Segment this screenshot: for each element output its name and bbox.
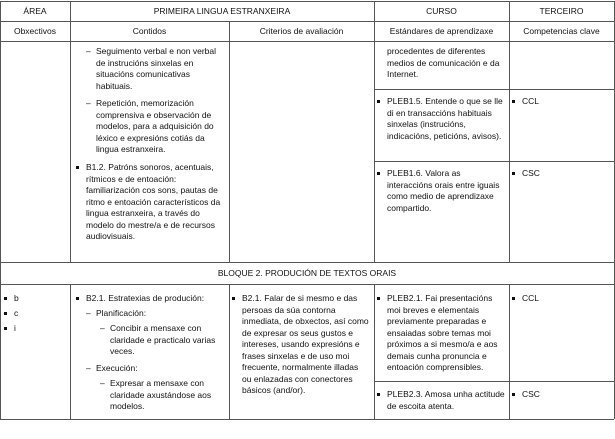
rule [509,1,510,262]
rule [70,21,71,262]
rule [374,89,614,90]
rule [374,1,375,262]
rule [229,284,230,419]
header-curso: CURSO [426,6,457,16]
content-item: B2.1. Estratexias de produción: [86,293,226,305]
rule [0,262,614,263]
objective-item: c [14,308,54,320]
content-item: B1.2. Patróns sonoros, acentuais, rítmicos e de entoación: familiarización cos sons, pautas de ritmo e entoación característicos da lingua estranxeira, a través do modelo do mestre/a e de recursos audiovisuais. [86,162,224,243]
standard-item: PLEB1.5. Entende o que se lle di en transaccións habituais sinxelas (instrucións, indicacións, peticións, avisos). [387,96,505,142]
header-area: ÁREA [23,6,47,16]
rule [0,41,614,42]
rule [374,161,614,162]
content-item: – Seguimento verbal e non verbal de instrucións sinxelas en situacións comunicativas habituais. [96,46,221,92]
standard-item: PLEB2.1. Fai presentacións moi breves e elementais previamente preparadas e ensaiadas sobre temas moi próximos a si mesmo/a e aos demais cunha pronuncia e entoación comprensibles. [387,293,505,374]
competence-badge: CSC [522,168,602,180]
content-subheading: – Planificación: [96,308,221,320]
rule [0,21,614,22]
rule [374,381,614,382]
competence-badge: CCL [522,96,602,108]
subheader-estandares: Estándares de aprendizaxe [389,26,494,36]
content-subheading: – Execución: [96,363,221,375]
header-year: TERCEIRO [539,6,584,16]
content-item: – Concibir a mensaxe con claridade e practicalo varias veces. [110,323,225,358]
rule [374,284,375,419]
competence-badge: CCL [522,293,602,305]
objective-item: b [14,293,54,305]
rule [0,1,1,419]
rule [509,284,510,419]
criterion-item: B2.1. Falar de si mesmo e das persoas da súa contorna inmediata, de obxectos, así como de expresar os seus gustos e intereses, usando expresións e frases sinxelas e de uso moi frecuente, normalmente illadas ou enlazadas con conectores básicos (and/or). [242,293,369,395]
standard-item: procedentes de diferentes medios de comunicación e da Internet. [387,46,500,79]
subheader-criterios: Criterios de avaliación [259,26,344,36]
content-item: – Repetición, memorización comprensiva e observación de modelos, para a adquisición do léxico e expresións cotiás da lingua estranxeira. [96,98,221,156]
subheader-contidos: Contidos [132,26,167,36]
rule [0,419,614,420]
header-subject: PRIMEIRA LINGUA ESTRANXEIRA [153,6,291,16]
rule [70,284,71,419]
rule [0,284,614,285]
rule [0,1,614,2]
competence-badge: CSC [522,389,602,401]
objective-item: i [14,323,54,335]
standard-item: PLEB2.3. Amosa unha actitude de escoita atenta. [387,389,505,411]
subheader-obxectivos: Obxectivos [13,26,57,36]
rule [229,21,230,262]
standard-item: PLEB1.6. Valora as interaccións orais entre iguais como medio de aprendizaxe compartido. [387,168,505,214]
content-item: – Expresar a mensaxe con claridade axustándose aos modelos. [110,378,225,413]
subheader-competencias: Competencias clave [523,26,600,36]
block-title: BLOQUE 2. PRODUCIÓN DE TEXTOS ORAIS [217,268,397,278]
